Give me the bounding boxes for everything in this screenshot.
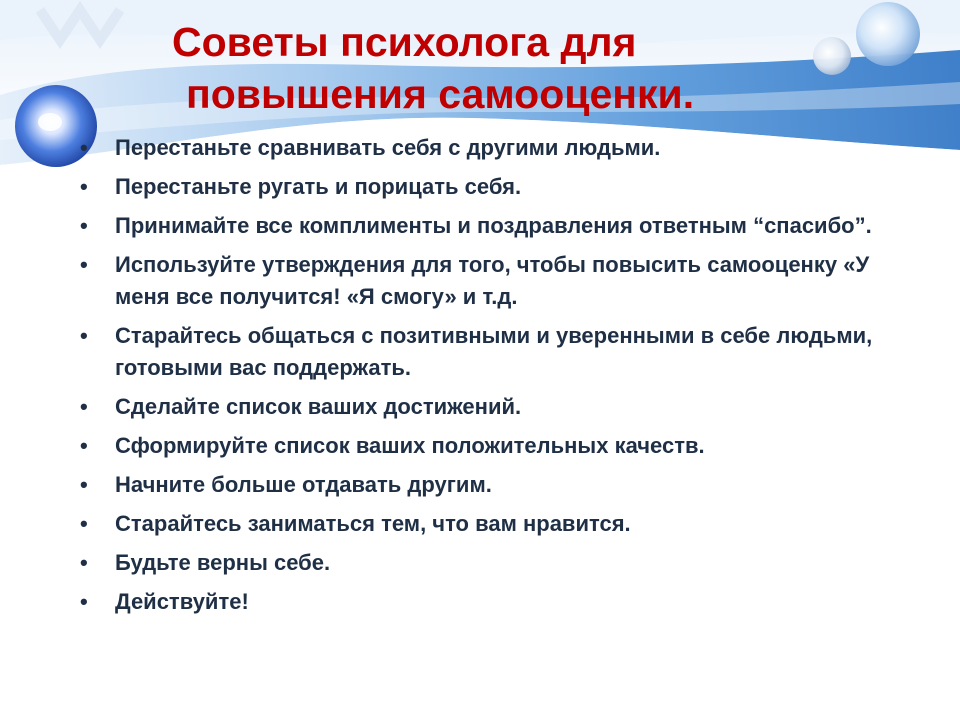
tip-text: Начните больше отдавать другим. — [115, 472, 492, 497]
list-item — [0, 508, 960, 540]
bullet-icon: • — [80, 135, 88, 160]
tips-list — [0, 132, 960, 625]
bullet-icon: • — [80, 174, 88, 199]
list-item — [0, 547, 960, 579]
list-item — [0, 391, 960, 423]
title-line-1: Советы психолога для — [172, 19, 637, 65]
bullet-icon: • — [80, 511, 88, 536]
tip-text: Сформируйте список ваших положительных качеств. — [115, 433, 705, 458]
list-item — [0, 586, 960, 618]
tip-text: Перестаньте ругать и порицать себя. — [115, 174, 522, 199]
bullet-icon: • — [80, 252, 88, 277]
bullet-icon: • — [80, 589, 88, 614]
bullet-icon: • — [80, 394, 88, 419]
list-item — [0, 132, 960, 164]
list-item — [0, 171, 960, 203]
list-item — [0, 249, 960, 313]
tip-text: Используйте утверждения для того, чтобы повысить самооценку «У меня все получится! «Я смогу» и т.д. — [115, 252, 870, 309]
bullet-icon: • — [80, 472, 88, 497]
tip-text: Действуйте! — [115, 589, 249, 614]
tip-text: Старайтесь общаться с позитивными и уверенными в себе людьми, готовыми вас поддержать. — [115, 323, 873, 380]
bullet-icon: • — [80, 323, 88, 348]
tip-text: Будьте верны себе. — [115, 550, 331, 575]
list-item — [0, 210, 960, 242]
tip-text: Старайтесь заниматься тем, что вам нравится. — [115, 511, 631, 536]
tip-text: Сделайте список ваших достижений. — [115, 394, 522, 419]
slide-title — [0, 16, 960, 120]
bullet-icon: • — [80, 550, 88, 575]
bullet-icon: • — [80, 213, 88, 238]
list-item — [0, 320, 960, 384]
tip-text: Перестаньте сравнивать себя с другими людьми. — [115, 135, 661, 160]
list-item — [0, 469, 960, 501]
tip-text: Принимайте все комплименты и поздравления ответным “спасибо”. — [115, 213, 872, 238]
list-item — [0, 430, 960, 462]
bullet-icon: • — [80, 433, 88, 458]
title-line-2: повышения самооценки. — [186, 71, 695, 117]
